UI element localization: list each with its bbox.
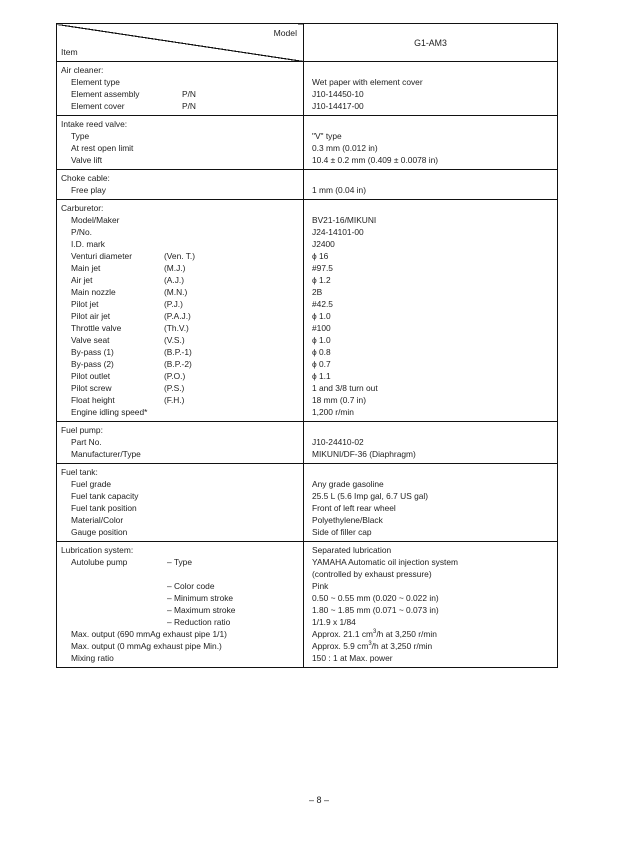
spec-row-label: I.D. mark — [71, 239, 105, 249]
spec-value: Pink — [312, 581, 329, 591]
section-title: Fuel tank: — [61, 467, 98, 477]
header-diagonal-cell — [57, 24, 304, 62]
spec-row-label: P/No. — [71, 227, 92, 237]
spec-row-label: Manufacturer/Type — [71, 449, 141, 459]
section-carburetor — [57, 200, 558, 422]
spec-row-label: – Color code — [167, 581, 215, 591]
spec-value: 1 and 3/8 turn out — [312, 383, 378, 393]
spec-row-label: Valve seat (V.S.) — [71, 335, 185, 345]
spec-row-label: Pilot jet (P.J.) — [71, 299, 183, 309]
spec-value: ϕ 1.0 — [312, 311, 331, 321]
spec-value: 1,200 r/min — [312, 407, 354, 417]
spec-value: 1.80 ~ 1.85 mm (0.071 ~ 0.073 in) — [312, 605, 439, 615]
section-intake-reed-valve — [57, 116, 558, 170]
spec-value: J10-24410-02 — [312, 437, 364, 447]
spec-row-label: Type — [71, 131, 90, 141]
spec-row-label: Air jet (A.J.) — [71, 275, 185, 285]
spec-row-label: Pilot air jet (P.A.J.) — [71, 311, 191, 321]
spec-row-label: Element cover P/N — [71, 101, 196, 111]
spec-row-label: Free play — [71, 185, 106, 195]
page-number: – 8 – — [308, 795, 330, 805]
spec-row-label: – Reduction ratio — [167, 617, 231, 627]
spec-value: 1/1.9 x 1/84 — [312, 617, 356, 627]
spec-value: Side of filler cap — [312, 527, 372, 537]
section-title: Choke cable: — [61, 173, 110, 183]
spec-row-label: Element assembly P/N — [71, 89, 196, 99]
spec-row-label: Float height (F.H.) — [71, 395, 185, 405]
spec-value: Polyethylene/Black — [312, 515, 383, 525]
section-lubrication — [57, 542, 558, 668]
spec-value: 25.5 L (5.6 Imp gal, 6.7 US gal) — [312, 491, 429, 501]
section-air-cleaner — [57, 62, 558, 116]
spec-value: Approx. 21.1 $cm^3/h$ at 3,250 r/min — [312, 629, 437, 639]
spec-value: 150 : 1 at Max. power — [312, 653, 393, 663]
spec-row-label: At rest open limit — [71, 143, 134, 153]
spec-value: MIKUNI/DF-36 (Diaphragm) — [312, 449, 416, 459]
spec-value: J2400 — [312, 239, 335, 249]
spec-row-label: Main jet (M.J.) — [71, 263, 186, 273]
spec-value: (controlled by exhaust pressure) — [312, 569, 432, 579]
section-choke-cable — [57, 170, 558, 200]
header-row — [57, 24, 558, 62]
spec-value: #97.5 — [312, 263, 333, 273]
spec-value: "V" type — [312, 131, 342, 141]
spec-value: #100 — [312, 323, 331, 333]
spec-row-label: Autolube pump – Type — [71, 557, 192, 567]
spec-row-label: Fuel tank capacity — [71, 491, 139, 501]
spec-value: 2B — [312, 287, 323, 297]
spec-row-label: Max. output (0 mmAg exhaust pipe Min.) — [71, 641, 222, 651]
spec-row-label: – Minimum stroke — [167, 593, 234, 603]
spec-table — [56, 23, 558, 668]
model-header-label: Model — [273, 28, 297, 38]
spec-value: ϕ 16 — [312, 251, 329, 261]
spec-row-label: Pilot outlet (P.O.) — [71, 371, 186, 381]
spec-value: 1 mm (0.04 in) — [312, 185, 366, 195]
spec-row-label: Main nozzle (M.N.) — [71, 287, 188, 297]
spec-row-label: – Maximum stroke — [167, 605, 236, 615]
spec-value: Approx. 5.9 $cm^3/h$ at 3,250 r/min — [312, 641, 433, 651]
spec-value: Separated lubrication — [312, 545, 392, 555]
spec-value: YAMAHA Automatic oil injection system — [312, 557, 458, 567]
spec-row-label: By-pass (1) (B.P.-1) — [71, 347, 192, 357]
section-title: Intake reed valve: — [61, 119, 128, 129]
spec-value: J10-14450-10 — [312, 89, 364, 99]
spec-row-label: Fuel tank position — [71, 503, 137, 513]
section-fuel-tank — [57, 464, 558, 542]
spec-row-label: Part No. — [71, 437, 102, 447]
spec-value: J24-14101-00 — [312, 227, 364, 237]
spec-row-label: Fuel grade — [71, 479, 112, 489]
section-title: Lubrication system: — [61, 545, 134, 555]
item-header-label: Item — [61, 47, 78, 57]
spec-row-label: Venturi diameter (Ven. T.) — [71, 251, 196, 261]
spec-row-label: Throttle valve (Th.V.) — [71, 323, 189, 333]
spec-value: ϕ 0.7 — [312, 359, 331, 369]
spec-value: J10-14417-00 — [312, 101, 364, 111]
spec-row-label: Pilot screw (P.S.) — [71, 383, 185, 393]
spec-value: ϕ 1.0 — [312, 335, 331, 345]
spec-row-label: Max. output (690 mmAg exhaust pipe 1/1) — [71, 629, 227, 639]
spec-value: Wet paper with element cover — [312, 77, 423, 87]
spec-value: 0.50 ~ 0.55 mm (0.020 ~ 0.022 in) — [312, 593, 439, 603]
spec-row-label: Valve lift — [71, 155, 103, 165]
spec-row-label: Gauge position — [71, 527, 128, 537]
model-value: G1-AM3 — [304, 24, 558, 62]
section-fuel-pump — [57, 422, 558, 464]
spec-row-label: Material/Color — [71, 515, 124, 525]
spec-value: BV21-16/MIKUNI — [312, 215, 377, 225]
section-title: Fuel pump: — [61, 425, 103, 435]
spec-value: 0.3 mm (0.012 in) — [312, 143, 378, 153]
spec-value: 18 mm (0.7 in) — [312, 395, 366, 405]
spec-value: ϕ 1.1 — [312, 371, 331, 381]
spec-value: Any grade gasoline — [312, 479, 384, 489]
section-title: Carburetor: — [61, 203, 104, 213]
spec-row-label: By-pass (2) (B.P.-2) — [71, 359, 192, 369]
spec-row-label: Engine idling speed* — [71, 407, 148, 417]
spec-value: 10.4 ± 0.2 mm (0.409 ± 0.0078 in) — [312, 155, 439, 165]
spec-value: ϕ 1.2 — [312, 275, 331, 285]
section-title: Air cleaner: — [61, 65, 104, 75]
spec-row-label: Mixing ratio — [71, 653, 114, 663]
spec-value: #42.5 — [312, 299, 333, 309]
spec-value: Front of left rear wheel — [312, 503, 396, 513]
spec-value: ϕ 0.8 — [312, 347, 331, 357]
spec-row-label: Element type — [71, 77, 120, 87]
spec-row-label: Model/Maker — [71, 215, 120, 225]
